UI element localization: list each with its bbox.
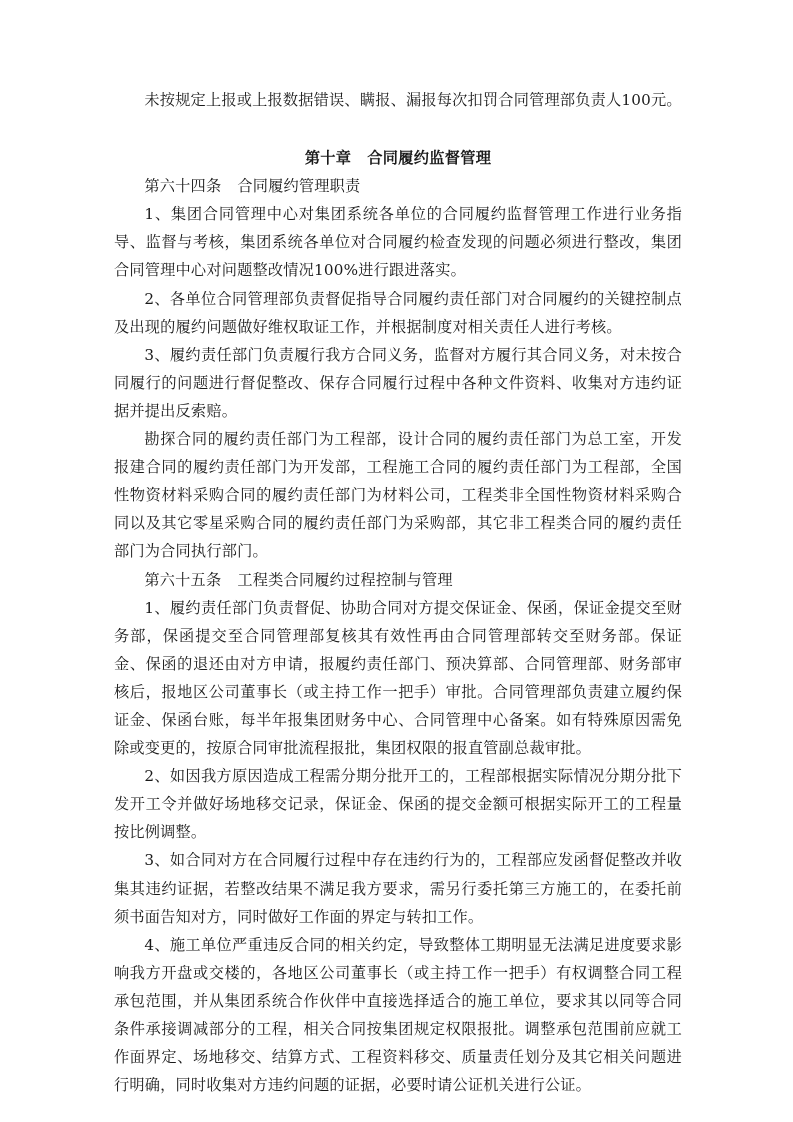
- chapter-title: 合同履约监督管理: [367, 149, 492, 168]
- article-65-paragraph-3: 3、如合同对方在合同履行过程中存在违约行为的，工程部应发函督促整改并收集其违约证据，若整改结果不满足我方要求，需另行委托第三方施工的，在委托前须书面告知对方，同时做好工作面的界定与转扣工作。: [114, 851, 682, 926]
- article-64-paragraph-3: 3、履约责任部门负责履行我方合同义务，监督对方履行其合同义务，对未按合同履行的问题进行督促整改、保存合同履行过程中各种文件资料、收集对方违约证据并提出反索赔。: [114, 345, 682, 420]
- document-body: [114, 86, 682, 1099]
- chapter-number: 第十章: [304, 149, 352, 168]
- article-65-title: 工程类合同履约过程控制与管理: [237, 570, 453, 589]
- article-65-paragraph-4: 4、施工单位严重违反合同的相关约定，导致整体工期明显无法满足进度要求影响我方开盘或交楼的，各地区公司董事长（或主持工作一把手）有权调整合同工程承包范围，并从集团系统合作伙伴中直接选择适合的施工单位，要求其以同等合同条件承接调减部分的工程，相关合同按集团规定权限报批。调整承包范围前应就工作面界定、场地移交、结算方式、工程资料移交、质量责任划分及其它相关问题进行明确，同时收集对方违约问题的证据，必要时请公证机关进行公证。: [114, 935, 682, 1095]
- chapter-heading: [114, 144, 682, 172]
- opening-paragraph: 未按规定上报或上报数据错误、瞒报、漏报每次扣罚合同管理部负责人100元。: [144, 91, 682, 109]
- article-64-paragraph-4: 勘探合同的履约责任部门为工程部，设计合同的履约责任部门为总工室，开发报建合同的履约责任部门为开发部，工程施工合同的履约责任部门为工程部，全国性物资材料采购合同的履约责任部门为材料公司，工程类非全国性物资材料采购合同以及其它零星采购合同的履约责任部门为采购部，其它非工程类合同的履约责任部门为合同执行部门。: [114, 430, 682, 561]
- article-64-paragraph-1: 1、集团合同管理中心对集团系统各单位的合同履约监督管理工作进行业务指导、监督与考核，集团系统各单位对合同履约检查发现的问题必须进行整改，集团合同管理中心对问题整改情况100%进行跟进落实。: [114, 205, 682, 280]
- article-65-number: 第六十五条: [144, 570, 222, 589]
- article-65-heading: [114, 566, 682, 594]
- article-64-title: 合同履约管理职责: [237, 177, 361, 196]
- article-64-number: 第六十四条: [144, 177, 222, 196]
- article-64-paragraph-2: 2、各单位合同管理部负责督促指导合同履约责任部门对合同履约的关键控制点及出现的履约问题做好维权取证工作，并根据制度对相关责任人进行考核。: [114, 289, 682, 336]
- article-65-paragraph-1: 1、履约责任部门负责督促、协助合同对方提交保证金、保函，保证金提交至财务部，保函提交至合同管理部复核其有效性再由合同管理部转交至财务部。保证金、保函的退还由对方申请，报履约责任部门、预决算部、合同管理部、财务部审核后，报地区公司董事长（或主持工作一把手）审批。合同管理部负责建立履约保证金、保函台账，每半年报集团财务中心、合同管理中心备案。如有特殊原因需免除或变更的，按原合同审批流程报批，集团权限的报直管副总裁审批。: [114, 598, 682, 758]
- article-65-paragraph-2: 2、如因我方原因造成工程需分期分批开工的，工程部根据实际情况分期分批下发开工令并做好场地移交记录，保证金、保函的提交金额可根据实际开工的工程量按比例调整。: [114, 767, 682, 842]
- article-64-heading: [114, 172, 682, 200]
